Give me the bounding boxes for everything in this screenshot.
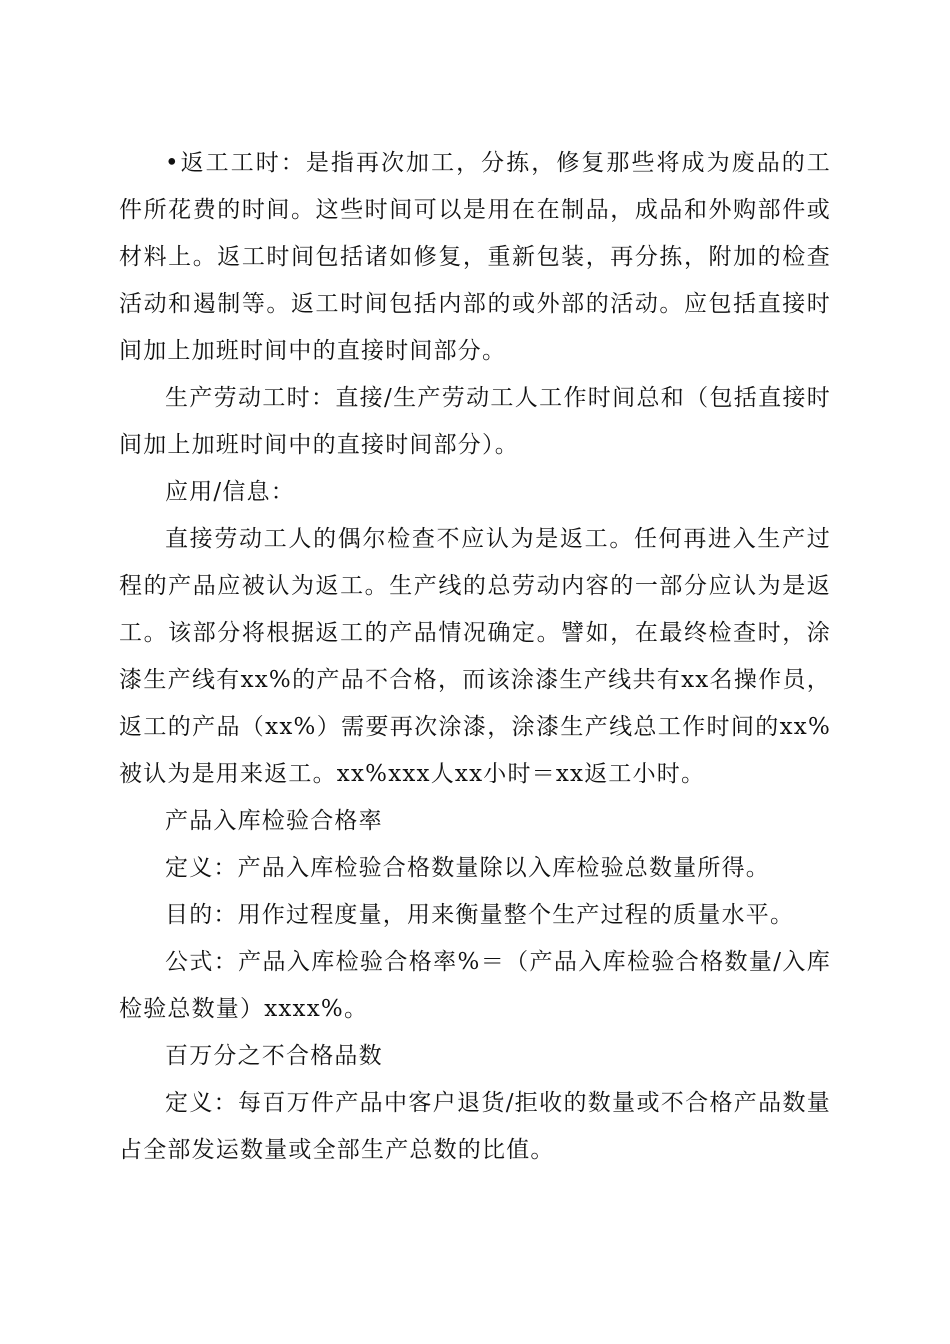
paragraph-ppm-definition: 定义：每百万件产品中客户退货/拒收的数量或不合格产品数量占全部发运数量或全部生产总数的比值。 — [119, 1090, 831, 1163]
paragraph-pass-rate-definition: 定义：产品入库检验合格数量除以入库检验总数量所得。 — [165, 855, 770, 881]
paragraph-rework-example: 直接劳动工人的偶尔检查不应认为是返工。任何再进入生产过程的产品应被认为返工。生产线的总劳动内容的一部分应认为是返工。该部分将根据返工的产品情况确定。譬如，在最终检查时，涂漆生产线有xx%的产品不合格，而该涂漆生产线共有xx名操作员，返工的产品（xx%）需要再次涂漆，涂漆生产线总工作时间的xx%被认为是用来返工。xx%xxx人xx小时＝xx返工小时。 — [119, 526, 831, 787]
paragraph-pass-rate-purpose: 目的：用作过程度量，用来衡量整个生产过程的质量水平。 — [165, 902, 795, 928]
paragraph-ppm-title: 百万分之不合格品数 — [165, 1043, 383, 1069]
paragraph-pass-rate-formula: 公式：产品入库检验合格率%＝（产品入库检验合格数量/入库检验总数量）xxxx%。 — [119, 949, 831, 1022]
paragraph-rework-hours-definition: •返工工时：是指再次加工，分拣，修复那些将成为废品的工件所花费的时间。这些时间可以是用在在制品，成品和外购部件或材料上。返工时间包括诸如修复，重新包装，再分拣，附加的检查活动和遏制等。返工时间包括内部的或外部的活动。应包括直接时间加上加班时间中的直接时间部分。 — [119, 150, 831, 364]
paragraph-inspection-pass-rate-title: 产品入库检验合格率 — [165, 808, 383, 834]
paragraph-application-heading: 应用/信息： — [165, 479, 295, 505]
document-body — [119, 140, 831, 1174]
paragraph-production-labor-hours: 生产劳动工时：直接/生产劳动工人工作时间总和（包括直接时间加上加班时间中的直接时间部分）。 — [119, 385, 831, 458]
